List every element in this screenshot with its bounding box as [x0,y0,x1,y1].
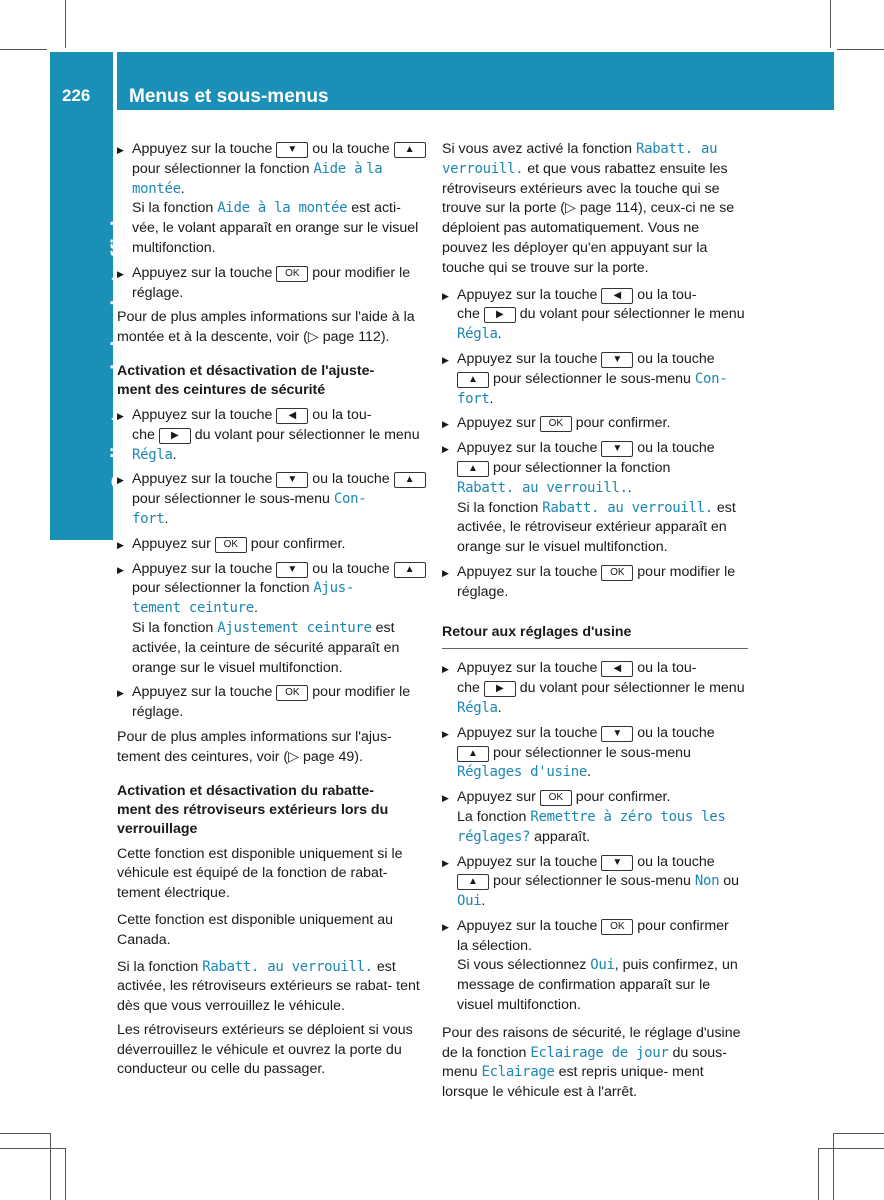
text-fragment: pour sélectionner la fonction [132,160,310,177]
right-key: ▶ [484,681,516,697]
text-fragment: tement électrique. [117,885,230,902]
text-fragment: la montée et à la descente, voir (▷ page 112). [117,309,415,346]
text-fragment: ou la tou- [637,286,697,303]
step-item [442,439,748,558]
section-heading [117,782,427,839]
text-fragment: pour sélectionner le sous-menu [492,873,691,890]
down-key: ▼ [601,441,633,457]
paragraph [117,958,427,1017]
text-fragment: pour sélectionner la fonction [492,459,671,476]
text-fragment: Pour des raisons de sécurité, le réglage [442,1024,692,1041]
crop-mark [834,1133,884,1134]
display-term: fort [457,390,490,407]
text-fragment: Appuyez sur la touche [457,724,598,741]
text-fragment: est [716,499,736,516]
text-fragment: et que vous rabattez ensuite les [527,160,728,177]
display-term: la montée [132,160,383,197]
display-term: tement ceinture [132,600,254,617]
display-term: Remettre à zéro tous les [530,808,726,825]
text-fragment: Activation et désactivation du rabatte- [117,782,375,799]
display-term: Aide à la montée [217,200,348,217]
text-fragment: . [164,510,169,527]
step-item [442,563,748,603]
step-item [117,683,427,723]
text-fragment: Appuyez sur la touche [132,684,273,701]
text-fragment: du volant pour sélectionner le [194,426,381,443]
display-term: Rabatt. au verrouill. [542,499,713,516]
text-fragment: un message de confirmation apparaît sur le [457,957,738,994]
step-item [442,788,748,847]
left-column [117,140,427,1087]
up-key: ▲ [457,461,489,477]
display-term: fort [132,510,165,527]
text-fragment: rétroviseurs extérieurs avec la touche qui se [442,180,720,197]
text-fragment: . [489,390,494,407]
display-term: verrouill. [442,160,524,177]
ok-key: OK [601,919,633,935]
text-fragment: Appuyez sur la touche [132,141,273,157]
text-fragment: pour sélectionner le sous-menu [492,744,691,761]
crop-mark [50,1133,51,1200]
paragraph [117,911,427,951]
crop-mark [818,1148,884,1149]
text-fragment: ou la touche [312,141,390,157]
right-key: ▶ [159,428,191,444]
up-key: ▲ [394,142,426,158]
down-key: ▼ [276,472,308,488]
text-fragment: Appuyez sur la touche [457,917,598,934]
display-term: réglages? [457,828,531,845]
ok-key: OK [540,416,572,432]
text-fragment: touche qui se trouve sur la porte. [442,259,649,276]
text-fragment: tement des ceintures, voir (▷ page 49). [117,748,363,765]
section-heading [117,362,427,400]
display-term: Con- [694,370,728,387]
crop-mark [65,1148,66,1200]
text-fragment: Appuyez sur la touche [132,471,273,488]
down-key: ▼ [601,726,633,742]
text-fragment: che [132,426,155,443]
crop-mark [0,49,47,50]
display-term: Régla [457,699,498,716]
text-fragment: Appuyez sur la touche [132,406,273,423]
display-term: Rabatt. au verrouill. [457,479,628,496]
up-key: ▲ [457,372,489,388]
text-fragment: pour confirmer. [575,789,671,806]
text-fragment: Cette fonction est disponible uniquement si le [117,845,403,862]
text-fragment: orange sur le visuel multifonction. [457,539,668,556]
step-item [117,535,427,555]
display-term: Rabatt. au verrouill. [202,958,373,975]
crop-mark [818,1148,819,1200]
ok-key: OK [276,266,308,282]
text-fragment: Appuyez sur la touche [457,440,598,457]
text-fragment: . [497,326,502,343]
text-fragment: pour confirmer. [250,535,346,552]
paragraph [117,1021,427,1080]
text-fragment: Si la fonction [457,499,539,516]
text-fragment: apparaît. [534,828,591,845]
text-fragment: che [457,306,480,323]
text-fragment: du sous-menu [442,1044,727,1081]
text-fragment: ment des rétroviseurs extérieurs lors du [117,801,389,818]
step-item [442,659,748,718]
crop-mark [65,0,66,48]
text-fragment: est [375,619,395,636]
text-fragment: Appuyez sur la touche [457,286,598,303]
text-fragment: pour modifier [637,563,721,580]
display-term: Régla [132,446,173,463]
text-fragment: Activation et désactivation de l'ajuste- [117,362,375,379]
display-term: Régla [457,326,498,343]
text-fragment: menu [709,680,745,697]
text-fragment: tent dès que vous verrouillez le véhicule. [117,978,420,1015]
text-fragment: Si vous avez activé la fonction [442,141,633,157]
text-fragment: activée, le rétroviseur extérieur apparaît en [457,519,727,536]
text-fragment: porte du conducteur ou celle du passager. [117,1041,402,1078]
display-term: Réglages d'usine [457,764,588,781]
step-item [442,724,748,783]
text-fragment: pour sélectionner la fonction [132,580,310,597]
section-heading: Retour aux réglages d'usine [442,623,748,650]
text-fragment: est repris unique- [558,1064,669,1081]
text-fragment: déploient pas automatiquement. Vous ne [442,220,700,237]
paragraph [117,728,427,768]
text-fragment: Pour de plus amples informations sur l'ajus- [117,728,392,745]
text-fragment: pour sélectionner le sous-menu [492,370,691,387]
down-key: ▼ [276,562,308,578]
text-fragment: pour confirmer [637,917,729,934]
text-fragment: Appuyez sur [457,789,536,806]
text-fragment: pouvez les déployer qu'en appuyant sur la [442,239,708,256]
crop-mark [833,1133,834,1200]
step-item [117,264,427,304]
text-fragment: Appuyez sur [457,415,536,432]
text-fragment: véhicule est équipé de la fonction de rabat- [117,865,388,882]
text-fragment: Appuyez sur la touche [457,563,598,580]
text-fragment: . [253,600,258,617]
page-title: Menus et sous-menus [129,86,329,107]
display-term: Eclairage [481,1064,555,1081]
text-fragment: . [587,764,592,781]
text-fragment: ment lorsque le véhicule est à l'arrêt. [442,1064,704,1101]
text-fragment: ment des ceintures de sécurité [117,381,326,398]
text-fragment: vée, le volant apparaît en orange sur le [132,220,379,237]
text-fragment: ou la touche [637,350,715,367]
step-item [442,917,748,1016]
text-fragment: pour sélectionner le sous-menu [132,491,330,508]
down-key: ▼ [276,142,308,158]
text-fragment: ou la touche [312,560,390,577]
step-item [117,140,427,259]
step-item [117,406,427,465]
text-fragment: du volant pour sélectionner le [519,306,706,323]
text-fragment: ou la touche [312,471,390,488]
text-fragment: Si la fonction [132,619,214,636]
ok-key: OK [601,565,633,581]
up-key: ▲ [394,562,426,578]
text-fragment: ou la tou- [637,660,697,677]
text-fragment: est [376,958,396,975]
text-fragment: . [627,479,632,496]
display-term: Oui [457,893,482,910]
step-item [442,853,748,912]
text-fragment: . [497,699,502,716]
section-side-tab [50,110,113,540]
text-fragment: , puis confirmez, [614,957,718,974]
left-key: ◀ [601,288,633,304]
step-item [117,470,427,529]
ok-key: OK [540,790,572,806]
ok-key: OK [215,537,247,553]
text-fragment: . [172,446,177,463]
text-fragment: Canada. [117,931,171,948]
text-fragment: ou la touche [637,440,715,457]
down-key: ▼ [601,352,633,368]
text-fragment: d'usine de la fonction [442,1024,741,1061]
text-fragment: verrouillage [117,820,198,837]
text-fragment: vous déverrouillez le véhicule et ouvrez la [117,1021,413,1058]
text-fragment: pour confirmer. [575,415,671,432]
section-label: Ordinateur de bord et affichages [108,165,131,490]
text-fragment: Cette fonction est disponible uniquement au [117,911,394,928]
up-key: ▲ [457,874,489,890]
ok-key: OK [276,685,308,701]
text-fragment: Appuyez sur la touche [132,560,273,577]
step-item [442,414,748,434]
crop-mark [837,49,884,50]
paragraph [117,845,427,904]
text-fragment: . [481,893,486,910]
up-key: ▲ [457,746,489,762]
text-fragment: Les rétroviseurs extérieurs se déploient si [117,1021,379,1038]
text-fragment: orange sur le visuel multifonction. [132,659,343,676]
text-fragment: ou [723,873,739,890]
text-fragment: ou la touche [637,724,715,741]
display-term: Rabatt. au [636,141,718,157]
text-fragment: trouve sur la porte (▷ page 114), ceux-ci ne se [442,200,735,217]
text-fragment: Appuyez sur la touche [457,660,598,677]
text-fragment: Appuyez sur la touche [457,853,598,870]
text-fragment: activée, la ceinture de sécurité apparaît en [132,639,400,656]
text-fragment: menu [384,426,420,443]
right-column [442,140,748,1110]
text-fragment: pour modifier [312,684,396,701]
text-fragment: Appuyez sur la touche [457,350,598,367]
text-fragment: pour modifier [312,264,396,281]
step-item [117,560,427,679]
text-fragment: ou la tou- [312,406,372,423]
text-fragment: visuel multifonction. [132,220,419,256]
display-term: Oui [590,957,615,974]
text-fragment: Si la fonction [117,958,199,975]
display-term: Ajus- [313,580,355,597]
step-item [442,350,748,409]
crop-mark [0,1133,50,1134]
text-fragment: le réglage. [457,563,736,600]
left-key: ◀ [276,408,308,424]
crop-mark [830,0,831,48]
text-fragment: activée, les rétroviseurs extérieurs se rabat- [117,978,393,995]
left-key: ◀ [601,661,633,677]
paragraph [442,140,748,279]
text-fragment: ou la touche [637,853,715,870]
text-fragment: . [180,180,185,197]
step-item [442,286,748,345]
text-fragment: est acti- [351,200,401,217]
display-term: Ajustement ceinture [217,619,372,636]
text-fragment: Appuyez sur [132,535,211,552]
text-fragment: le réglage. [132,264,411,301]
text-fragment: Appuyez sur la touche [132,264,273,281]
text-fragment: che [457,680,480,697]
text-fragment: Si vous sélectionnez [457,957,587,974]
display-term: Con- [333,491,367,508]
paragraph [117,308,427,348]
text-fragment: La fonction [457,808,527,825]
text-fragment: visuel multifonction. [457,997,581,1014]
display-term: Non [694,873,720,890]
text-fragment: Si la fonction [132,200,214,217]
text-fragment: le réglage. [132,684,411,721]
paragraph [442,1024,748,1103]
text-fragment: la sélection. [457,937,532,954]
page-number: 226 [62,86,91,105]
right-key: ▶ [484,307,516,323]
crop-mark [0,1148,66,1149]
up-key: ▲ [394,472,426,488]
text-fragment: du volant pour sélectionner le [519,680,706,697]
display-term: Eclairage de jour [530,1044,669,1061]
down-key: ▼ [601,855,633,871]
text-fragment: menu [709,306,745,323]
display-term: Aide à [313,160,363,177]
text-fragment: Pour de plus amples informations sur l'aide à [117,309,400,326]
